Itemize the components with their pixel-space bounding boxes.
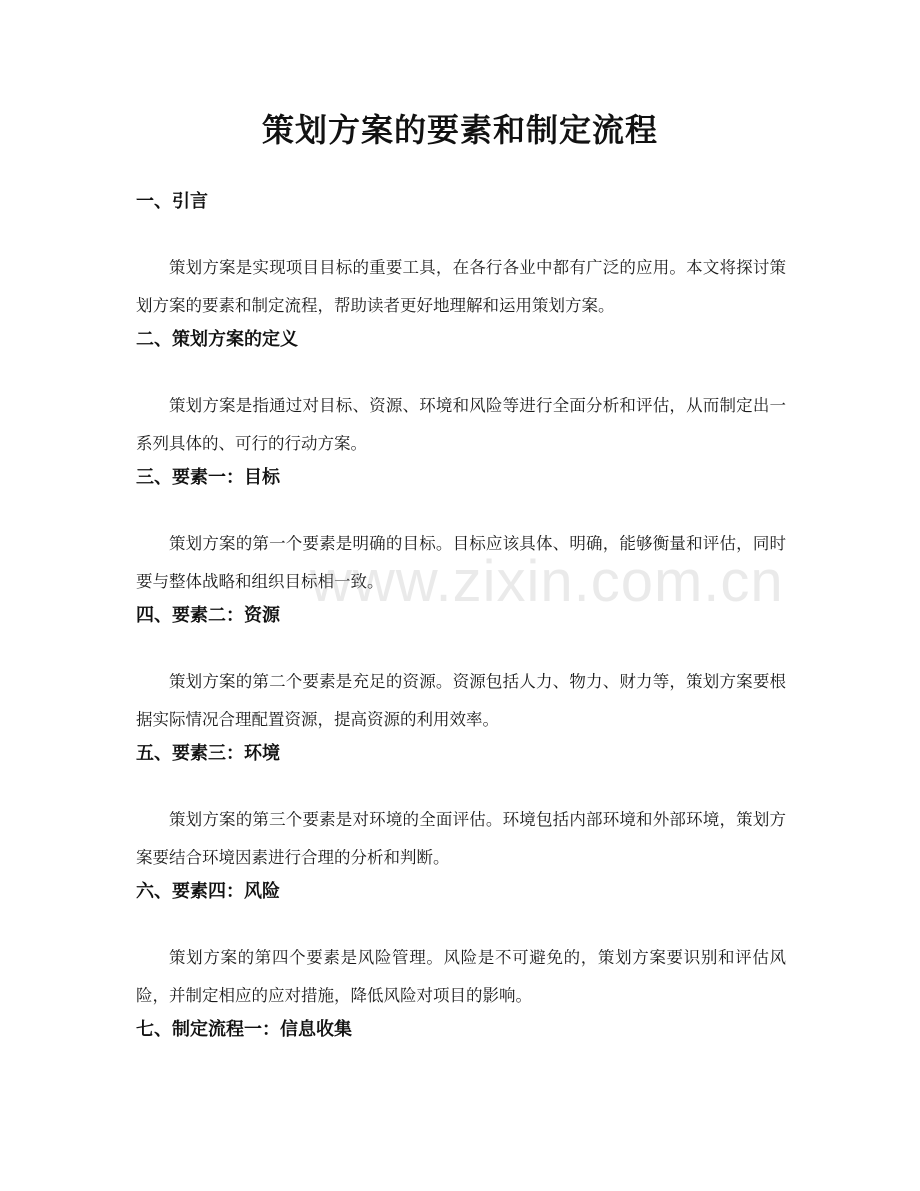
section-heading: 五、要素三：环境 — [136, 743, 280, 764]
section-heading: 一、引言 — [136, 191, 208, 212]
section-element-resources — [136, 603, 786, 739]
section-heading: 七、制定流程一：信息收集 — [136, 1019, 352, 1040]
document-title: 策划方案的要素和制定流程 — [261, 111, 658, 149]
section-element-goal — [136, 465, 786, 601]
section-paragraph: 策划方案的第三个要素是对环境的全面评估。环境包括内部环境和外部环境，策划方案要结合环境因素进行合理的分析和判断。 — [136, 810, 786, 867]
section-paragraph: 策划方案的第二个要素是充足的资源。资源包括人力、物力、财力等，策划方案要根据实际情况合理配置资源，提高资源的利用效率。 — [136, 672, 786, 729]
section-paragraph: 策划方案是实现项目目标的重要工具，在各行各业中都有广泛的应用。本文将探讨策划方案的要素和制定流程，帮助读者更好地理解和运用策划方案。 — [136, 258, 786, 315]
watermark: www.zixin.com.cn — [310, 549, 784, 614]
section-heading: 四、要素二：资源 — [136, 605, 280, 626]
section-definition — [136, 327, 786, 463]
section-heading: 二、策划方案的定义 — [136, 329, 298, 350]
section-paragraph: 策划方案是指通过对目标、资源、环境和风险等进行全面分析和评估，从而制定出一系列具体的、可行的行动方案。 — [136, 396, 786, 453]
section-introduction — [136, 189, 786, 325]
section-process-information-gathering — [136, 1017, 786, 1043]
section-element-environment — [136, 741, 786, 877]
section-paragraph: 策划方案的第一个要素是明确的目标。目标应该具体、明确，能够衡量和评估，同时要与整体战略和组织目标相一致。 — [136, 534, 786, 591]
section-element-risk — [136, 879, 786, 1015]
section-paragraph: 策划方案的第四个要素是风险管理。风险是不可避免的，策划方案要识别和评估风险，并制定相应的应对措施，降低风险对项目的影响。 — [136, 948, 786, 1005]
section-heading: 六、要素四：风险 — [136, 881, 280, 902]
section-heading: 三、要素一：目标 — [136, 467, 280, 488]
